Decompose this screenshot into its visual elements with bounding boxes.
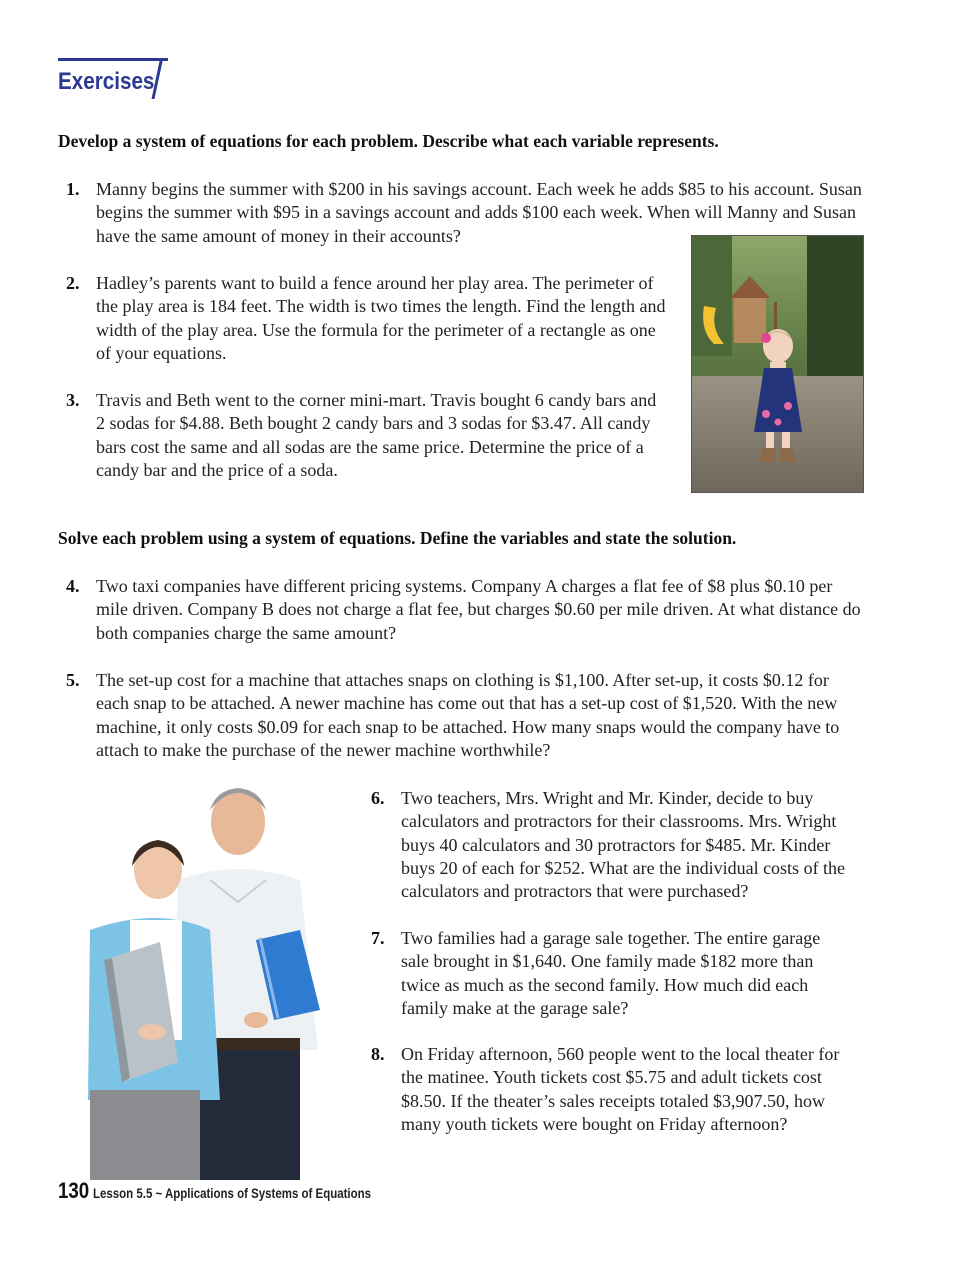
exercise-3: [66, 389, 668, 482]
exercise-text: Two teachers, Mrs. Wright and Mr. Kinder, decide to buy calculators and protractors for their classrooms. Mrs. Wright buys 40 calculators and 30 protractors for $485. Mr. Kinder buys 20 of each for $252. What are the individual costs of the calculators and protractors that were purchased?: [401, 788, 846, 902]
exercise-number: 8.: [371, 1044, 385, 1064]
exercise-number: 5.: [66, 670, 80, 690]
exercise-5: [66, 669, 866, 762]
exercise-6: [371, 787, 866, 903]
exercise-number: 4.: [66, 576, 80, 596]
exercise-text: Two taxi companies have different pricing systems. Company A charges a flat fee of $8 plus $0.10 per mile driven. Company B does not charge a flat fee, but charges $0.60 per mile driven. At what distance do both companies charge the same amount?: [96, 576, 861, 643]
exercise-text: Manny begins the summer with $200 in his savings account. Each week he adds $85 to his account. Susan begins the summer with $95 in a savings account and adds $100 each week. When will Manny and Susan have the same amount of money in their accounts?: [96, 179, 862, 246]
instructions-solve: Solve each problem using a system of equations. Define the variables and state the solution.: [58, 528, 737, 548]
exercise-text: Hadley’s parents want to build a fence around her play area. The perimeter of the play area is 184 feet. The width is two times the length. Find the length and width of the play area. Use the formula for the perimeter of a rectangle as one of your equations.: [96, 273, 666, 363]
exercise-text: Two families had a garage sale together. The entire garage sale brought in $1,640. One family made $182 more than twice as much as the second family. How much did each family make at the garage sale?: [401, 928, 821, 1018]
exercise-number: 6.: [371, 788, 385, 808]
exercise-2: [66, 272, 668, 365]
section-title: Exercises: [58, 68, 155, 95]
page-number: 130: [58, 1178, 90, 1203]
exercise-8: [371, 1043, 861, 1136]
lesson-footer: Lesson 5.5 ~ Applications of Systems of Equations: [93, 1185, 372, 1201]
exercise-text: Travis and Beth went to the corner mini-mart. Travis bought 6 candy bars and 2 sodas for $4.88. Beth bought 2 candy bars and 3 sodas for $3.47. All candy bars cost the same and all sodas are the same price. Determine the price of a candy bar and the price of a soda.: [96, 390, 657, 480]
exercise-number: 1.: [66, 179, 80, 199]
exercise-4: [66, 575, 866, 645]
instructions-develop: Develop a system of equations for each problem. Describe what each variable represents.: [58, 131, 719, 151]
teachers-photo: [60, 770, 360, 1180]
header-rule: [58, 58, 168, 61]
exercise-text: The set-up cost for a machine that attaches snaps on clothing is $1,100. After set-up, it costs $0.12 for each snap to be attached. A newer machine has come out that has a set-up cost of $1,520. With the new machine, it only costs $0.09 for each snap to be attached. How many snaps would the company have to attach to make the purchase of the newer machine worthwhile?: [96, 670, 840, 760]
exercise-number: 7.: [371, 928, 385, 948]
exercise-7: [371, 927, 851, 1020]
exercise-number: 3.: [66, 390, 80, 410]
exercise-text: On Friday afternoon, 560 people went to the local theater for the matinee. Youth tickets cost $5.75 and adult tickets cost $8.50. If the theater’s sales receipts totaled $3,907.50, how many youth tickets were bought on Friday afternoon?: [401, 1044, 840, 1134]
toddler-playground-photo: [691, 235, 864, 493]
exercise-number: 2.: [66, 273, 80, 293]
